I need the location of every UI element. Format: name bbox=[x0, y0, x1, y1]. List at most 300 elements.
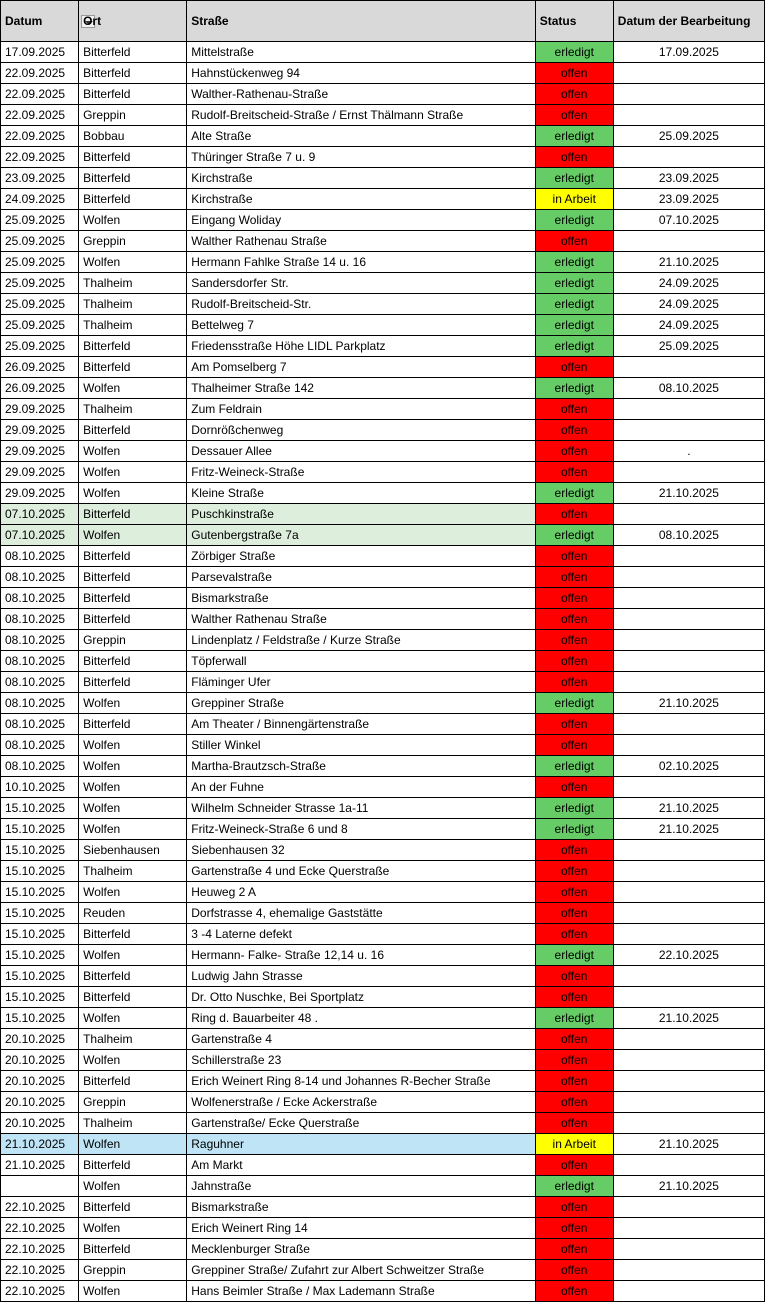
cell-bearbeitung[interactable]: 21.10.2025 bbox=[613, 798, 764, 819]
cell-datum[interactable]: 15.10.2025 bbox=[1, 798, 79, 819]
status-badge[interactable]: offen bbox=[535, 840, 613, 861]
cell-strasse[interactable]: Fläminger Ufer bbox=[187, 672, 535, 693]
table-row[interactable] bbox=[1, 735, 765, 756]
status-badge[interactable]: offen bbox=[535, 966, 613, 987]
cell-ort[interactable]: Wolfen bbox=[79, 1176, 187, 1197]
status-badge[interactable]: offen bbox=[535, 672, 613, 693]
cell-strasse[interactable]: Jahnstraße bbox=[187, 1176, 535, 1197]
cell-datum[interactable]: 22.10.2025 bbox=[1, 1239, 79, 1260]
table-row[interactable] bbox=[1, 798, 765, 819]
status-badge[interactable]: erledigt bbox=[535, 483, 613, 504]
cell-strasse[interactable]: Friedensstraße Höhe LIDL Parkplatz bbox=[187, 336, 535, 357]
status-badge[interactable]: erledigt bbox=[535, 126, 613, 147]
cell-strasse[interactable]: An der Fuhne bbox=[187, 777, 535, 798]
cell-datum[interactable]: 25.09.2025 bbox=[1, 273, 79, 294]
cell-strasse[interactable]: Ludwig Jahn Strasse bbox=[187, 966, 535, 987]
cell-strasse[interactable]: Fritz-Weineck-Straße 6 und 8 bbox=[187, 819, 535, 840]
cell-ort[interactable]: Wolfen bbox=[79, 945, 187, 966]
status-badge[interactable]: offen bbox=[535, 777, 613, 798]
cell-datum[interactable]: 17.09.2025 bbox=[1, 42, 79, 63]
cell-ort[interactable]: Bitterfeld bbox=[79, 1197, 187, 1218]
cell-datum[interactable]: 08.10.2025 bbox=[1, 546, 79, 567]
cell-bearbeitung[interactable] bbox=[613, 1092, 764, 1113]
cell-strasse[interactable]: Siebenhausen 32 bbox=[187, 840, 535, 861]
cell-ort[interactable]: Thalheim bbox=[79, 294, 187, 315]
status-badge[interactable]: offen bbox=[535, 987, 613, 1008]
cell-bearbeitung[interactable] bbox=[613, 420, 764, 441]
table-row[interactable] bbox=[1, 315, 765, 336]
cell-datum[interactable]: 15.10.2025 bbox=[1, 840, 79, 861]
cell-datum[interactable]: 22.10.2025 bbox=[1, 1218, 79, 1239]
cell-bearbeitung[interactable] bbox=[613, 84, 764, 105]
status-badge[interactable]: offen bbox=[535, 1281, 613, 1302]
cell-datum[interactable]: 07.10.2025 bbox=[1, 525, 79, 546]
cell-strasse[interactable]: Eingang Woliday bbox=[187, 210, 535, 231]
status-badge[interactable]: offen bbox=[535, 147, 613, 168]
table-row[interactable] bbox=[1, 882, 765, 903]
cell-ort[interactable]: Wolfen bbox=[79, 1281, 187, 1302]
cell-datum[interactable]: 15.10.2025 bbox=[1, 966, 79, 987]
cell-datum[interactable]: 22.10.2025 bbox=[1, 1197, 79, 1218]
table-row[interactable] bbox=[1, 168, 765, 189]
column-header-status[interactable] bbox=[535, 1, 613, 42]
cell-strasse[interactable]: Hermann Fahlke Straße 14 u. 16 bbox=[187, 252, 535, 273]
cell-ort[interactable]: Wolfen bbox=[79, 693, 187, 714]
cell-bearbeitung[interactable] bbox=[613, 1155, 764, 1176]
cell-ort[interactable]: Wolfen bbox=[79, 462, 187, 483]
cell-strasse[interactable]: Thalheimer Straße 142 bbox=[187, 378, 535, 399]
status-badge[interactable]: erledigt bbox=[535, 1176, 613, 1197]
table-row[interactable] bbox=[1, 630, 765, 651]
cell-ort[interactable]: Bitterfeld bbox=[79, 546, 187, 567]
cell-strasse[interactable]: Greppiner Straße/ Zufahrt zur Albert Schweitzer Straße bbox=[187, 1260, 535, 1281]
table-row[interactable] bbox=[1, 357, 765, 378]
status-badge[interactable]: offen bbox=[535, 462, 613, 483]
cell-datum[interactable]: 22.10.2025 bbox=[1, 1260, 79, 1281]
status-badge[interactable]: offen bbox=[535, 1155, 613, 1176]
table-row[interactable] bbox=[1, 504, 765, 525]
cell-ort[interactable]: Greppin bbox=[79, 231, 187, 252]
cell-ort[interactable]: Bitterfeld bbox=[79, 189, 187, 210]
column-header-strasse[interactable] bbox=[187, 1, 535, 42]
cell-datum[interactable]: 21.10.2025 bbox=[1, 1155, 79, 1176]
status-badge[interactable]: erledigt bbox=[535, 294, 613, 315]
status-badge[interactable]: offen bbox=[535, 1218, 613, 1239]
status-badge[interactable]: offen bbox=[535, 567, 613, 588]
table-row[interactable] bbox=[1, 777, 765, 798]
status-badge[interactable]: offen bbox=[535, 105, 613, 126]
cell-datum[interactable] bbox=[1, 1176, 79, 1197]
column-header-bearbeitung[interactable] bbox=[613, 1, 764, 42]
status-badge[interactable]: erledigt bbox=[535, 210, 613, 231]
cell-bearbeitung[interactable]: 07.10.2025 bbox=[613, 210, 764, 231]
status-badge[interactable]: offen bbox=[535, 63, 613, 84]
cell-bearbeitung[interactable] bbox=[613, 1113, 764, 1134]
status-badge[interactable]: offen bbox=[535, 924, 613, 945]
cell-ort[interactable]: Wolfen bbox=[79, 819, 187, 840]
cell-ort[interactable]: Wolfen bbox=[79, 378, 187, 399]
cell-bearbeitung[interactable]: 21.10.2025 bbox=[613, 483, 764, 504]
table-row[interactable] bbox=[1, 336, 765, 357]
cell-strasse[interactable]: Parsevalstraße bbox=[187, 567, 535, 588]
cell-strasse[interactable]: Gutenbergstraße 7a bbox=[187, 525, 535, 546]
cell-ort[interactable]: Wolfen bbox=[79, 210, 187, 231]
status-badge[interactable]: erledigt bbox=[535, 798, 613, 819]
cell-bearbeitung[interactable]: 23.09.2025 bbox=[613, 189, 764, 210]
cell-strasse[interactable]: Raguhner bbox=[187, 1134, 535, 1155]
status-badge[interactable]: offen bbox=[535, 504, 613, 525]
status-badge[interactable]: offen bbox=[535, 882, 613, 903]
status-badge[interactable]: erledigt bbox=[535, 525, 613, 546]
cell-strasse[interactable]: Bismarkstraße bbox=[187, 1197, 535, 1218]
status-badge[interactable]: erledigt bbox=[535, 945, 613, 966]
cell-strasse[interactable]: Gartenstraße 4 bbox=[187, 1029, 535, 1050]
status-badge[interactable]: offen bbox=[535, 1260, 613, 1281]
table-row[interactable] bbox=[1, 819, 765, 840]
table-row[interactable] bbox=[1, 399, 765, 420]
cell-datum[interactable]: 08.10.2025 bbox=[1, 714, 79, 735]
status-badge[interactable]: erledigt bbox=[535, 273, 613, 294]
cell-strasse[interactable]: Bismarkstraße bbox=[187, 588, 535, 609]
table-row[interactable] bbox=[1, 1071, 765, 1092]
cell-strasse[interactable]: Hans Beimler Straße / Max Lademann Straße bbox=[187, 1281, 535, 1302]
cell-datum[interactable]: 08.10.2025 bbox=[1, 672, 79, 693]
cell-bearbeitung[interactable]: 21.10.2025 bbox=[613, 252, 764, 273]
cell-datum[interactable]: 25.09.2025 bbox=[1, 210, 79, 231]
cell-strasse[interactable]: Mecklenburger Straße bbox=[187, 1239, 535, 1260]
cell-strasse[interactable]: Puschkinstraße bbox=[187, 504, 535, 525]
cell-strasse[interactable]: Töpferwall bbox=[187, 651, 535, 672]
table-row[interactable] bbox=[1, 966, 765, 987]
cell-bearbeitung[interactable] bbox=[613, 903, 764, 924]
cell-ort[interactable]: Bitterfeld bbox=[79, 504, 187, 525]
cell-ort[interactable]: Thalheim bbox=[79, 861, 187, 882]
table-row[interactable] bbox=[1, 147, 765, 168]
cell-strasse[interactable]: Walther Rathenau Straße bbox=[187, 231, 535, 252]
status-badge[interactable]: offen bbox=[535, 1050, 613, 1071]
cell-strasse[interactable]: Schillerstraße 23 bbox=[187, 1050, 535, 1071]
cell-bearbeitung[interactable]: 21.10.2025 bbox=[613, 1176, 764, 1197]
cell-datum[interactable]: 20.10.2025 bbox=[1, 1092, 79, 1113]
status-badge[interactable]: offen bbox=[535, 1197, 613, 1218]
cell-strasse[interactable]: Walther Rathenau Straße bbox=[187, 609, 535, 630]
cell-datum[interactable]: 25.09.2025 bbox=[1, 231, 79, 252]
table-row[interactable] bbox=[1, 42, 765, 63]
status-badge[interactable]: offen bbox=[535, 546, 613, 567]
table-row[interactable] bbox=[1, 1218, 765, 1239]
table-row[interactable] bbox=[1, 1260, 765, 1281]
table-row[interactable] bbox=[1, 273, 765, 294]
cell-ort[interactable]: Thalheim bbox=[79, 1029, 187, 1050]
cell-strasse[interactable]: Dessauer Allee bbox=[187, 441, 535, 462]
status-badge[interactable]: offen bbox=[535, 1029, 613, 1050]
status-badge[interactable]: offen bbox=[535, 903, 613, 924]
cell-ort[interactable]: Greppin bbox=[79, 105, 187, 126]
cell-strasse[interactable]: Heuweg 2 A bbox=[187, 882, 535, 903]
cell-bearbeitung[interactable] bbox=[613, 840, 764, 861]
status-badge[interactable]: erledigt bbox=[535, 168, 613, 189]
cell-strasse[interactable]: Wolfenerstraße / Ecke Ackerstraße bbox=[187, 1092, 535, 1113]
cell-ort[interactable]: Bitterfeld bbox=[79, 63, 187, 84]
table-row[interactable] bbox=[1, 1092, 765, 1113]
cell-ort[interactable]: Bitterfeld bbox=[79, 336, 187, 357]
cell-bearbeitung[interactable]: . bbox=[613, 441, 764, 462]
cell-ort[interactable]: Bobbau bbox=[79, 126, 187, 147]
status-badge[interactable]: offen bbox=[535, 609, 613, 630]
cell-strasse[interactable]: Rudolf-Breitscheid-Str. bbox=[187, 294, 535, 315]
status-badge[interactable]: offen bbox=[535, 1113, 613, 1134]
status-badge[interactable]: offen bbox=[535, 420, 613, 441]
status-badge[interactable]: erledigt bbox=[535, 336, 613, 357]
cell-datum[interactable]: 20.10.2025 bbox=[1, 1050, 79, 1071]
cell-bearbeitung[interactable] bbox=[613, 1281, 764, 1302]
column-header-datum[interactable] bbox=[1, 1, 79, 42]
cell-ort[interactable]: Reuden bbox=[79, 903, 187, 924]
cell-ort[interactable]: Bitterfeld bbox=[79, 42, 187, 63]
table-row[interactable] bbox=[1, 903, 765, 924]
status-badge[interactable]: erledigt bbox=[535, 315, 613, 336]
cell-bearbeitung[interactable]: 24.09.2025 bbox=[613, 273, 764, 294]
cell-strasse[interactable]: Am Markt bbox=[187, 1155, 535, 1176]
cell-strasse[interactable]: Erich Weinert Ring 8-14 und Johannes R-Becher Straße bbox=[187, 1071, 535, 1092]
cell-ort[interactable]: Bitterfeld bbox=[79, 1071, 187, 1092]
cell-ort[interactable]: Greppin bbox=[79, 630, 187, 651]
cell-strasse[interactable]: Kirchstraße bbox=[187, 168, 535, 189]
cell-datum[interactable]: 22.09.2025 bbox=[1, 126, 79, 147]
status-badge[interactable]: offen bbox=[535, 735, 613, 756]
cell-bearbeitung[interactable] bbox=[613, 735, 764, 756]
status-badge[interactable]: in Arbeit bbox=[535, 1134, 613, 1155]
status-badge[interactable]: offen bbox=[535, 1092, 613, 1113]
status-badge[interactable]: offen bbox=[535, 441, 613, 462]
table-row[interactable] bbox=[1, 1050, 765, 1071]
table-row[interactable] bbox=[1, 945, 765, 966]
cell-ort[interactable]: Bitterfeld bbox=[79, 651, 187, 672]
cell-bearbeitung[interactable] bbox=[613, 147, 764, 168]
cell-bearbeitung[interactable] bbox=[613, 1218, 764, 1239]
status-badge[interactable]: erledigt bbox=[535, 819, 613, 840]
cell-bearbeitung[interactable]: 17.09.2025 bbox=[613, 42, 764, 63]
cell-bearbeitung[interactable] bbox=[613, 399, 764, 420]
cell-strasse[interactable]: Am Pomselberg 7 bbox=[187, 357, 535, 378]
cell-bearbeitung[interactable]: 08.10.2025 bbox=[613, 378, 764, 399]
cell-bearbeitung[interactable] bbox=[613, 1239, 764, 1260]
cell-bearbeitung[interactable] bbox=[613, 861, 764, 882]
table-row[interactable] bbox=[1, 672, 765, 693]
cell-bearbeitung[interactable] bbox=[613, 105, 764, 126]
cell-bearbeitung[interactable]: 21.10.2025 bbox=[613, 693, 764, 714]
status-badge[interactable]: offen bbox=[535, 399, 613, 420]
cell-datum[interactable]: 20.10.2025 bbox=[1, 1071, 79, 1092]
cell-bearbeitung[interactable] bbox=[613, 777, 764, 798]
cell-strasse[interactable]: Dornrößchenweg bbox=[187, 420, 535, 441]
status-badge[interactable]: offen bbox=[535, 861, 613, 882]
status-badge[interactable]: erledigt bbox=[535, 252, 613, 273]
cell-bearbeitung[interactable] bbox=[613, 672, 764, 693]
table-row[interactable] bbox=[1, 546, 765, 567]
cell-datum[interactable]: 15.10.2025 bbox=[1, 924, 79, 945]
cell-bearbeitung[interactable] bbox=[613, 609, 764, 630]
cell-strasse[interactable]: Erich Weinert Ring 14 bbox=[187, 1218, 535, 1239]
cell-ort[interactable]: Bitterfeld bbox=[79, 147, 187, 168]
cell-bearbeitung[interactable]: 08.10.2025 bbox=[613, 525, 764, 546]
cell-bearbeitung[interactable] bbox=[613, 630, 764, 651]
cell-datum[interactable]: 22.10.2025 bbox=[1, 1281, 79, 1302]
table-row[interactable] bbox=[1, 693, 765, 714]
table-row[interactable] bbox=[1, 1134, 765, 1155]
table-row[interactable] bbox=[1, 378, 765, 399]
status-badge[interactable]: offen bbox=[535, 84, 613, 105]
cell-strasse[interactable]: Wilhelm Schneider Strasse 1a-11 bbox=[187, 798, 535, 819]
cell-bearbeitung[interactable] bbox=[613, 1071, 764, 1092]
cell-bearbeitung[interactable]: 21.10.2025 bbox=[613, 1008, 764, 1029]
cell-ort[interactable]: Bitterfeld bbox=[79, 420, 187, 441]
cell-bearbeitung[interactable] bbox=[613, 1050, 764, 1071]
cell-datum[interactable]: 10.10.2025 bbox=[1, 777, 79, 798]
cell-datum[interactable]: 08.10.2025 bbox=[1, 756, 79, 777]
cell-datum[interactable]: 20.10.2025 bbox=[1, 1029, 79, 1050]
cell-datum[interactable]: 15.10.2025 bbox=[1, 882, 79, 903]
table-row[interactable] bbox=[1, 105, 765, 126]
cell-bearbeitung[interactable]: 24.09.2025 bbox=[613, 315, 764, 336]
status-badge[interactable]: offen bbox=[535, 231, 613, 252]
table-row[interactable] bbox=[1, 189, 765, 210]
cell-datum[interactable]: 22.09.2025 bbox=[1, 105, 79, 126]
status-badge[interactable]: erledigt bbox=[535, 42, 613, 63]
cell-datum[interactable]: 29.09.2025 bbox=[1, 399, 79, 420]
cell-ort[interactable]: Bitterfeld bbox=[79, 987, 187, 1008]
status-badge[interactable]: offen bbox=[535, 588, 613, 609]
table-row[interactable] bbox=[1, 252, 765, 273]
table-row[interactable] bbox=[1, 1281, 765, 1302]
cell-datum[interactable]: 20.10.2025 bbox=[1, 1113, 79, 1134]
table-row[interactable] bbox=[1, 924, 765, 945]
table-row[interactable] bbox=[1, 462, 765, 483]
cell-bearbeitung[interactable] bbox=[613, 714, 764, 735]
table-row[interactable] bbox=[1, 609, 765, 630]
status-badge[interactable]: in Arbeit bbox=[535, 189, 613, 210]
table-row[interactable] bbox=[1, 1197, 765, 1218]
cell-datum[interactable]: 21.10.2025 bbox=[1, 1134, 79, 1155]
cell-strasse[interactable]: Dorfstrasse 4, ehemalige Gaststätte bbox=[187, 903, 535, 924]
cell-ort[interactable]: Wolfen bbox=[79, 735, 187, 756]
cell-bearbeitung[interactable] bbox=[613, 1029, 764, 1050]
cell-ort[interactable]: Thalheim bbox=[79, 315, 187, 336]
cell-ort[interactable]: Wolfen bbox=[79, 798, 187, 819]
cell-ort[interactable]: Bitterfeld bbox=[79, 609, 187, 630]
cell-bearbeitung[interactable] bbox=[613, 1260, 764, 1281]
column-header-ort[interactable] bbox=[79, 1, 187, 42]
cell-strasse[interactable]: Ring d. Bauarbeiter 48 . bbox=[187, 1008, 535, 1029]
cell-datum[interactable]: 25.09.2025 bbox=[1, 315, 79, 336]
cell-datum[interactable]: 08.10.2025 bbox=[1, 735, 79, 756]
cell-bearbeitung[interactable] bbox=[613, 231, 764, 252]
status-badge[interactable]: offen bbox=[535, 357, 613, 378]
table-row[interactable] bbox=[1, 210, 765, 231]
cell-bearbeitung[interactable] bbox=[613, 357, 764, 378]
cell-datum[interactable]: 29.09.2025 bbox=[1, 483, 79, 504]
table-row[interactable] bbox=[1, 483, 765, 504]
cell-ort[interactable]: Wolfen bbox=[79, 1218, 187, 1239]
table-row[interactable] bbox=[1, 861, 765, 882]
cell-ort[interactable]: Wolfen bbox=[79, 882, 187, 903]
table-row[interactable] bbox=[1, 1155, 765, 1176]
cell-strasse[interactable]: Gartenstraße/ Ecke Querstraße bbox=[187, 1113, 535, 1134]
cell-ort[interactable]: Wolfen bbox=[79, 756, 187, 777]
cell-datum[interactable]: 26.09.2025 bbox=[1, 378, 79, 399]
cell-strasse[interactable]: Zum Feldrain bbox=[187, 399, 535, 420]
cell-ort[interactable]: Wolfen bbox=[79, 777, 187, 798]
cell-bearbeitung[interactable]: 24.09.2025 bbox=[613, 294, 764, 315]
cell-ort[interactable]: Bitterfeld bbox=[79, 1155, 187, 1176]
cell-strasse[interactable]: Kleine Straße bbox=[187, 483, 535, 504]
cell-strasse[interactable]: Mittelstraße bbox=[187, 42, 535, 63]
cell-strasse[interactable]: Sandersdorfer Str. bbox=[187, 273, 535, 294]
status-badge[interactable]: erledigt bbox=[535, 1008, 613, 1029]
cell-bearbeitung[interactable] bbox=[613, 567, 764, 588]
table-row[interactable] bbox=[1, 1176, 765, 1197]
cell-datum[interactable]: 22.09.2025 bbox=[1, 84, 79, 105]
table-row[interactable] bbox=[1, 63, 765, 84]
cell-ort[interactable]: Wolfen bbox=[79, 252, 187, 273]
cell-datum[interactable]: 08.10.2025 bbox=[1, 609, 79, 630]
cell-ort[interactable]: Wolfen bbox=[79, 525, 187, 546]
cell-datum[interactable]: 08.10.2025 bbox=[1, 630, 79, 651]
cell-bearbeitung[interactable]: 22.10.2025 bbox=[613, 945, 764, 966]
cell-ort[interactable]: Greppin bbox=[79, 1092, 187, 1113]
table-row[interactable] bbox=[1, 651, 765, 672]
status-badge[interactable]: offen bbox=[535, 1239, 613, 1260]
cell-strasse[interactable]: Lindenplatz / Feldstraße / Kurze Straße bbox=[187, 630, 535, 651]
cell-strasse[interactable]: Martha-Brautzsch-Straße bbox=[187, 756, 535, 777]
cell-strasse[interactable]: Am Theater / Binnengärtenstraße bbox=[187, 714, 535, 735]
cell-datum[interactable]: 29.09.2025 bbox=[1, 462, 79, 483]
cell-ort[interactable]: Greppin bbox=[79, 1260, 187, 1281]
cell-bearbeitung[interactable]: 21.10.2025 bbox=[613, 1134, 764, 1155]
cell-datum[interactable]: 23.09.2025 bbox=[1, 168, 79, 189]
cell-datum[interactable]: 15.10.2025 bbox=[1, 945, 79, 966]
cell-strasse[interactable]: Zörbiger Straße bbox=[187, 546, 535, 567]
table-row[interactable] bbox=[1, 588, 765, 609]
cell-datum[interactable]: 26.09.2025 bbox=[1, 357, 79, 378]
cell-ort[interactable]: Thalheim bbox=[79, 399, 187, 420]
cell-bearbeitung[interactable] bbox=[613, 882, 764, 903]
table-row[interactable] bbox=[1, 294, 765, 315]
cell-strasse[interactable]: Greppiner Straße bbox=[187, 693, 535, 714]
table-row[interactable] bbox=[1, 840, 765, 861]
cell-bearbeitung[interactable] bbox=[613, 651, 764, 672]
cell-bearbeitung[interactable]: 21.10.2025 bbox=[613, 819, 764, 840]
cell-strasse[interactable]: Gartenstraße 4 und Ecke Querstraße bbox=[187, 861, 535, 882]
table-row[interactable] bbox=[1, 1239, 765, 1260]
cell-datum[interactable]: 25.09.2025 bbox=[1, 252, 79, 273]
cell-strasse[interactable]: Fritz-Weineck-Straße bbox=[187, 462, 535, 483]
cell-strasse[interactable]: Thüringer Straße 7 u. 9 bbox=[187, 147, 535, 168]
cell-datum[interactable]: 08.10.2025 bbox=[1, 693, 79, 714]
cell-strasse[interactable]: Hahnstückenweg 94 bbox=[187, 63, 535, 84]
cell-ort[interactable]: Thalheim bbox=[79, 1113, 187, 1134]
cell-datum[interactable]: 15.10.2025 bbox=[1, 903, 79, 924]
cell-ort[interactable]: Bitterfeld bbox=[79, 1239, 187, 1260]
status-badge[interactable]: offen bbox=[535, 1071, 613, 1092]
table-row[interactable] bbox=[1, 1029, 765, 1050]
cell-ort[interactable]: Bitterfeld bbox=[79, 567, 187, 588]
table-row[interactable] bbox=[1, 84, 765, 105]
table-row[interactable] bbox=[1, 441, 765, 462]
cell-datum[interactable]: 15.10.2025 bbox=[1, 987, 79, 1008]
cell-ort[interactable]: Bitterfeld bbox=[79, 714, 187, 735]
cell-strasse[interactable]: Alte Straße bbox=[187, 126, 535, 147]
